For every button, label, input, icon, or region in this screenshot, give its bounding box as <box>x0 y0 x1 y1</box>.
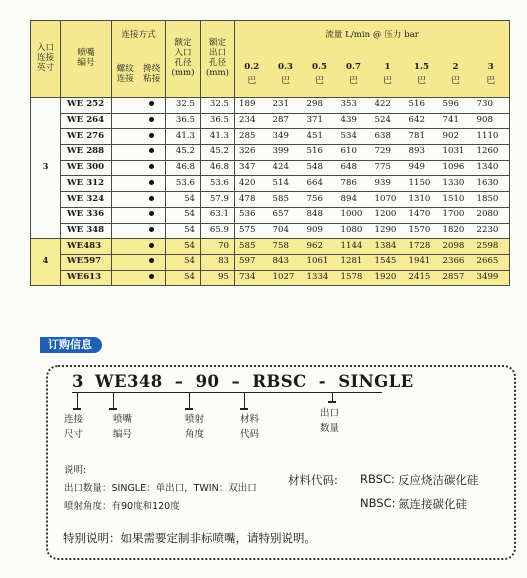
table-row <box>31 192 510 208</box>
flow-cell: 1310 <box>405 192 439 208</box>
flow-cell: 781 <box>405 129 439 145</box>
material-title: 材料代码: <box>288 473 338 487</box>
flow-cell: 422 <box>371 98 405 114</box>
header-inlet-size: 入口 连接 英寸 <box>31 21 61 98</box>
threaded-cell <box>112 160 139 176</box>
flow-cell: 909 <box>303 223 337 239</box>
model-cell: WE 336 <box>61 207 112 223</box>
size-group-3 <box>31 98 510 239</box>
pressure-unit: 巴 <box>349 76 358 86</box>
note-outlets: 出口数量：SINGLE：单出口，TWIN：双出口 <box>64 483 257 494</box>
header-conn-bonded: 搀绕 粘接 <box>139 53 166 98</box>
flow-cell: 1630 <box>473 176 510 192</box>
flow-cell: 1728 <box>405 239 439 255</box>
outlet-bore-cell: 41.3 <box>201 129 235 145</box>
bonded-cell <box>139 176 166 192</box>
flow-cell: 1031 <box>439 145 473 161</box>
code-separator: – <box>231 372 241 391</box>
leader-angle <box>189 392 190 409</box>
flow-cell: 2098 <box>439 239 473 255</box>
flow-cell: 962 <box>303 239 337 255</box>
flow-cell: 1200 <box>371 207 405 223</box>
table-row <box>31 129 510 145</box>
leader-model <box>113 392 114 409</box>
flow-cell: 2598 <box>473 239 510 255</box>
code-size: 3 <box>72 372 84 391</box>
outlet-bore-cell: 65.9 <box>201 223 235 239</box>
header-nozzle-model: 喷嘴 编号 <box>61 21 112 98</box>
header-flow-title: 流量 L/min @ 压力 bar <box>235 21 510 54</box>
model-cell: WE 252 <box>61 98 112 114</box>
leader-foot <box>185 408 193 410</box>
flow-cell: 534 <box>337 129 371 145</box>
flow-cell: 1330 <box>439 176 473 192</box>
pressure-unit: 巴 <box>383 76 392 86</box>
flow-cell: 478 <box>235 192 269 208</box>
label-model: 喷嘴 编号 <box>113 414 133 440</box>
material-nbsc-desc: 氮连接碳化硅 <box>398 497 467 511</box>
inlet-bore-cell: 54 <box>166 207 201 223</box>
outlet-bore-cell: 46.8 <box>201 160 235 176</box>
flow-cell: 741 <box>439 113 473 129</box>
flow-cell: 902 <box>439 129 473 145</box>
material-nbsc-code: NBSC: <box>360 496 396 510</box>
bonded-cell <box>139 113 166 129</box>
table-row <box>31 270 510 286</box>
leader-size <box>77 392 78 409</box>
threaded-cell <box>112 254 139 270</box>
threaded-cell <box>112 223 139 239</box>
flow-cell: 893 <box>405 145 439 161</box>
inlet-bore-cell: 54 <box>166 239 201 255</box>
model-cell: WE 348 <box>61 223 112 239</box>
outlet-bore-cell: 45.2 <box>201 145 235 161</box>
model-cell: WE483 <box>61 239 112 255</box>
flow-cell: 1850 <box>473 192 510 208</box>
flow-cell: 775 <box>371 160 405 176</box>
label-size: 连接 尺寸 <box>64 414 84 440</box>
inlet-bore-cell: 53.6 <box>166 176 201 192</box>
availability-dot-icon <box>149 117 154 122</box>
availability-dot-icon <box>149 148 154 153</box>
threaded-cell <box>112 239 139 255</box>
threaded-cell <box>112 129 139 145</box>
flow-cell: 1281 <box>337 254 371 270</box>
flow-cell: 1260 <box>473 145 510 161</box>
table-row <box>31 98 510 114</box>
leader-foot <box>328 401 336 403</box>
leader-foot <box>240 408 248 410</box>
flow-cell: 287 <box>269 113 303 129</box>
threaded-cell <box>112 192 139 208</box>
outlet-bore-cell: 70 <box>201 239 235 255</box>
flow-cell: 610 <box>337 145 371 161</box>
flow-cell: 516 <box>405 98 439 114</box>
flow-cell: 1150 <box>405 176 439 192</box>
flow-cell: 189 <box>235 98 269 114</box>
material-rbsc-desc: 反应烧洁碳化硅 <box>398 473 479 487</box>
flow-cell: 1920 <box>371 270 405 286</box>
flow-cell: 1510 <box>439 192 473 208</box>
header-conn-threaded: 螺纹 连接 <box>112 53 139 98</box>
availability-dot-icon <box>149 258 154 263</box>
flow-cell: 349 <box>269 129 303 145</box>
flow-cell: 1470 <box>405 207 439 223</box>
flow-cell: 1941 <box>405 254 439 270</box>
pressure-unit: 巴 <box>247 76 257 86</box>
inlet-bore-cell: 54 <box>166 254 201 270</box>
code-separator: - <box>318 372 327 391</box>
pressure-value: 0.3 <box>278 62 293 73</box>
outlet-bore-cell: 36.5 <box>201 113 235 129</box>
flow-cell: 347 <box>235 160 269 176</box>
flow-cell: 1144 <box>337 239 371 255</box>
table-row <box>31 207 510 223</box>
flow-cell: 231 <box>269 98 303 114</box>
flow-cell: 1578 <box>337 270 371 286</box>
flow-cell: 326 <box>235 145 269 161</box>
flow-cell: 908 <box>473 113 510 129</box>
bonded-cell <box>139 145 166 161</box>
flow-cell: 648 <box>337 160 371 176</box>
header-pressure <box>303 53 337 98</box>
flow-cell: 734 <box>235 270 269 286</box>
notes-title: 说明: <box>64 465 87 476</box>
flow-cell: 730 <box>473 98 510 114</box>
flow-cell: 536 <box>235 207 269 223</box>
bonded-cell <box>139 254 166 270</box>
model-cell: WE613 <box>61 270 112 286</box>
flow-cell: 2415 <box>405 270 439 286</box>
table-row <box>31 254 510 270</box>
table-row <box>31 223 510 239</box>
code-underline <box>72 392 382 393</box>
flow-cell: 1061 <box>303 254 337 270</box>
availability-dot-icon <box>149 164 154 169</box>
material-rbsc-code: RBSC: <box>360 472 395 486</box>
flow-cell: 848 <box>303 207 337 223</box>
label-material: 材料 代码 <box>240 414 260 440</box>
table-row <box>31 239 510 255</box>
inlet-bore-cell: 36.5 <box>166 113 201 129</box>
availability-dot-icon <box>149 211 154 216</box>
flow-cell: 2857 <box>439 270 473 286</box>
outlet-bore-cell: 53.6 <box>201 176 235 192</box>
header-pressure <box>439 53 473 98</box>
availability-dot-icon <box>149 196 154 201</box>
pressure-value: 3 <box>487 62 494 73</box>
note-angle: 喷射角度：有90度和120度 <box>64 501 180 512</box>
outlet-bore-cell: 32.5 <box>201 98 235 114</box>
flow-cell: 451 <box>303 129 337 145</box>
flow-cell: 596 <box>439 98 473 114</box>
pressure-value: 1.5 <box>414 62 429 73</box>
table-row <box>31 160 510 176</box>
flow-cell: 729 <box>371 145 405 161</box>
pressure-unit: 巴 <box>451 76 460 86</box>
flow-cell: 298 <box>303 98 337 114</box>
pressure-unit: 巴 <box>315 76 324 86</box>
outlet-bore-cell: 57.9 <box>201 192 235 208</box>
bonded-cell <box>139 98 166 114</box>
header-outlet-bore: 额定 出口 孔径 (mm) <box>201 21 235 98</box>
flow-cell: 285 <box>235 129 269 145</box>
availability-dot-icon <box>149 180 154 185</box>
flow-cell: 939 <box>371 176 405 192</box>
bonded-cell <box>139 239 166 255</box>
header-pressure <box>337 53 371 98</box>
bonded-cell <box>139 129 166 145</box>
bonded-cell <box>139 223 166 239</box>
flow-cell: 3499 <box>473 270 510 286</box>
threaded-cell <box>112 207 139 223</box>
special-note: 特别说明：如果需要定制非标喷嘴，请特别说明。 <box>63 531 316 545</box>
flow-cell: 1340 <box>473 160 510 176</box>
order-code <box>72 372 414 391</box>
threaded-cell <box>112 270 139 286</box>
model-cell: WE597 <box>61 254 112 270</box>
code-material: RBSC <box>252 372 307 391</box>
availability-dot-icon <box>149 227 154 232</box>
bonded-cell <box>139 270 166 286</box>
model-cell: WE 324 <box>61 192 112 208</box>
size-group-4 <box>31 239 510 286</box>
flow-cell: 756 <box>303 192 337 208</box>
pressure-value: 0.7 <box>346 62 361 73</box>
nozzle-spec-table <box>30 20 510 286</box>
pressure-unit: 巴 <box>281 76 290 86</box>
flow-cell: 843 <box>269 254 303 270</box>
availability-dot-icon <box>149 243 154 248</box>
flow-cell: 704 <box>269 223 303 239</box>
availability-dot-icon <box>149 133 154 138</box>
model-cell: WE 264 <box>61 113 112 129</box>
pressure-unit: 巴 <box>486 76 496 86</box>
flow-cell: 664 <box>303 176 337 192</box>
inlet-bore-cell: 54 <box>166 192 201 208</box>
flow-cell: 234 <box>235 113 269 129</box>
flow-cell: 597 <box>235 254 269 270</box>
flow-cell: 894 <box>337 192 371 208</box>
header-connection: 连接方式 <box>112 21 166 54</box>
header-inlet-bore: 额定 入口 孔径 (mm) <box>166 21 201 98</box>
threaded-cell <box>112 98 139 114</box>
flow-cell: 1110 <box>473 129 510 145</box>
inlet-bore-cell: 54 <box>166 270 201 286</box>
header-pressure <box>405 53 439 98</box>
flow-cell: 949 <box>405 160 439 176</box>
table-row <box>31 113 510 129</box>
flow-cell: 399 <box>269 145 303 161</box>
flow-cell: 1820 <box>439 223 473 239</box>
pressure-value: 0.5 <box>312 62 327 73</box>
outlet-bore-cell: 63.1 <box>201 207 235 223</box>
flow-cell: 638 <box>371 129 405 145</box>
table-row <box>31 145 510 161</box>
flow-cell: 1545 <box>371 254 405 270</box>
model-cell: WE 312 <box>61 176 112 192</box>
header-pressure <box>371 53 405 98</box>
flow-cell: 1334 <box>303 270 337 286</box>
table-row <box>31 176 510 192</box>
flow-cell: 371 <box>303 113 337 129</box>
flow-cell: 575 <box>235 223 269 239</box>
model-cell: WE 276 <box>61 129 112 145</box>
flow-cell: 585 <box>269 192 303 208</box>
flow-cell: 1027 <box>269 270 303 286</box>
flow-cell: 548 <box>303 160 337 176</box>
inlet-bore-cell: 32.5 <box>166 98 201 114</box>
flow-cell: 1700 <box>439 207 473 223</box>
flow-cell: 424 <box>269 160 303 176</box>
flow-cell: 1080 <box>337 223 371 239</box>
inlet-bore-cell: 41.3 <box>166 129 201 145</box>
flow-cell: 2665 <box>473 254 510 270</box>
header-pressure <box>235 53 269 98</box>
pressure-value: 2 <box>452 62 459 73</box>
leader-material <box>244 392 245 409</box>
inlet-bore-cell: 45.2 <box>166 145 201 161</box>
inlet-size-cell: 3 <box>31 98 61 239</box>
flow-cell: 516 <box>303 145 337 161</box>
flow-cell: 514 <box>269 176 303 192</box>
leader-foot <box>73 408 81 410</box>
header-pressure <box>269 53 303 98</box>
inlet-bore-cell: 54 <box>166 223 201 239</box>
flow-cell: 1000 <box>337 207 371 223</box>
availability-dot-icon <box>149 101 154 106</box>
pressure-value: 1 <box>384 62 391 73</box>
flow-cell: 1096 <box>439 160 473 176</box>
pressure-value: 0.2 <box>244 62 260 73</box>
code-outlets: SINGLE <box>338 372 414 391</box>
flow-cell: 420 <box>235 176 269 192</box>
code-model: WE348 <box>95 372 163 391</box>
outlet-bore-cell: 95 <box>201 270 235 286</box>
flow-cell: 2366 <box>439 254 473 270</box>
flow-cell: 657 <box>269 207 303 223</box>
flow-cell: 353 <box>337 98 371 114</box>
pressure-unit: 巴 <box>417 76 426 86</box>
code-separator: – <box>174 372 184 391</box>
inlet-size-cell: 4 <box>31 239 61 286</box>
flow-cell: 1570 <box>405 223 439 239</box>
threaded-cell <box>112 145 139 161</box>
flow-cell: 2230 <box>473 223 510 239</box>
flow-cell: 758 <box>269 239 303 255</box>
ordering-info-tab: 订购信息 <box>40 337 102 353</box>
threaded-cell <box>112 176 139 192</box>
flow-cell: 1290 <box>371 223 405 239</box>
model-cell: WE 300 <box>61 160 112 176</box>
flow-cell: 2080 <box>473 207 510 223</box>
flow-cell: 439 <box>337 113 371 129</box>
label-angle: 喷射 角度 <box>185 414 205 440</box>
flow-cell: 786 <box>337 176 371 192</box>
flow-cell: 524 <box>371 113 405 129</box>
bonded-cell <box>139 160 166 176</box>
label-outlets: 出口 数量 <box>320 408 340 434</box>
threaded-cell <box>112 113 139 129</box>
availability-dot-icon <box>149 274 154 279</box>
flow-cell: 1384 <box>371 239 405 255</box>
header-pressure <box>473 53 510 98</box>
outlet-bore-cell: 83 <box>201 254 235 270</box>
flow-cell: 642 <box>405 113 439 129</box>
flow-cell: 585 <box>235 239 269 255</box>
inlet-bore-cell: 46.8 <box>166 160 201 176</box>
bonded-cell <box>139 192 166 208</box>
code-angle: 90 <box>195 372 220 391</box>
bonded-cell <box>139 207 166 223</box>
flow-cell: 1070 <box>371 192 405 208</box>
model-cell: WE 288 <box>61 145 112 161</box>
leader-foot <box>109 408 117 410</box>
